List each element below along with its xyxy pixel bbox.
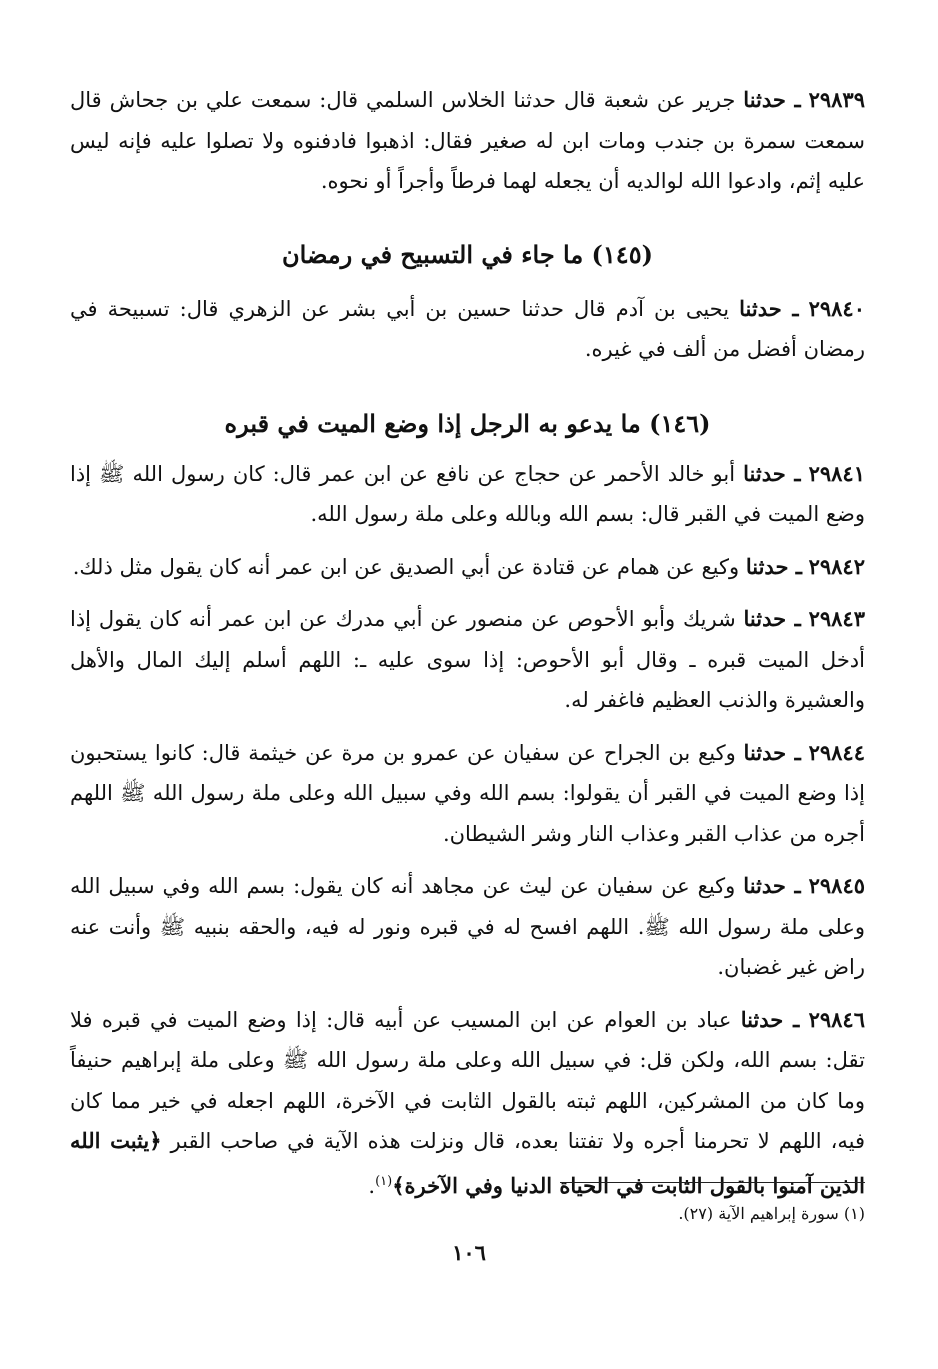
footnote: (١) سورة إبراهيم الآية (٢٧). [678,1204,865,1223]
hadith-lead: حدثنا [743,87,786,112]
hadith-lead: حدثنا [743,460,786,486]
chapter-heading-146: (١٤٦) ما يدعو به الرجل إذا وضع الميت في قبره [224,408,711,438]
hadith-29844: ٢٩٨٤٤ ـ حدثنا وكيع بن الجراح عن سفيان عن عمرو بن مرة عن خيثمة قال: كانوا يستحبون إذا وضع الميت في القبر أن يقولوا: بسم الله وفي سبيل الله وعلى ملة رسول الله ﷺ اللهم أجره من عذاب القبر وعذاب النار وشر الشيطان. [70,739,865,846]
page-number: ١٠٦ [452,1240,486,1265]
hadith-lead: حدثنا [740,1006,784,1032]
hadith-number: ٢٩٨٤١ [808,460,865,486]
hadith-text: وكيع عن همام عن قتادة عن أبي الصديق عن ابن عمر أنه كان يقول مثل ذلك. [72,554,740,579]
hadith-text: عباد بن العوام عن ابن المسيب عن أبيه قال: إذا وضع الميت في قبره فلا تقل: بسم الله، ولكن قل: في سبيل الله وعلى ملة رسول الله ﷺ وعلى ملة إبراهيم حنيفاً وما كان من المشركين، اللهم ثبته بالقول الثابت في الآخرة، اللهم اجعله في خير مما كان فيه، اللهم لا تحرمنا أجره ولا تفتنا بعده، قال ونزلت هذه الآية في صاحب القبر [70,1007,865,1153]
hadith-number: ٢٩٨٤٦ [808,1006,865,1032]
hadith-number: ٢٩٨٣٩ [808,87,865,112]
page-body [70,80,865,1206]
hadith-text: وكيع عن سفيان عن ليث عن مجاهد أنه كان يقول: بسم الله وفي سبيل الله وعلى ملة رسول الله ﷺ. اللهم افسح له في قبره ونور له فيه، والحقه بنبيه ﷺ وأنت عنه راض غير غضبان. [70,874,865,979]
hadith-29843: ٢٩٨٤٣ ـ حدثنا شريك وأبو الأحوص عن منصور عن أبي مدرك عن ابن عمر أنه كان يقول إذا أدخل الميت قبره ـ وقال أبو الأحوص: إذا سوى عليه ـ: اللهم أسلم إليك المال والأهل والعشيرة والذنب العظيم فاغفر له. [70,606,865,712]
hadith-lead: حدثنا [745,553,789,579]
hadith-lead: حدثنا [743,873,786,898]
hadith-lead: حدثنا [743,739,787,765]
quran-verse: ﴿يثبت الله الذين آمنوا بالقول الثابت في الحياة الدنيا وفي الآخرة﴾ [70,1128,865,1198]
hadith-29840: ٢٩٨٤٠ ـ حدثنا يحيى بن آدم قال حدثنا حسين بن أبي بشر عن الزهري قال: تسبيحة في رمضان أفضل من ألف في غيره. [70,295,865,361]
hadith-number: ٢٩٨٤٤ [808,739,865,765]
hadith-tail: . [368,1173,376,1198]
chapter-heading-145: (١٤٥) ما جاء في التسبيح في رمضان [282,239,653,269]
hadith-29842: ٢٩٨٤٢ ـ حدثنا وكيع عن همام عن قتادة عن أبي الصديق عن ابن عمر أنه كان يقول مثل ذلك. [72,553,865,579]
hadith-text: جرير عن شعبة قال حدثنا الخلاس السلمي قال: سمعت علي بن جحاش قال سمعت سمرة بن جندب ومات ابن له صغير فقال: اذهبوا فادفنوه ولا تصلوا عليه فإنه ليس عليه إثم، وادعوا الله لوالديه أن يجعله لهما فرطاً وأجراً أو نحوه. [70,88,865,193]
hadith-29841: ٢٩٨٤١ ـ حدثنا أبو خالد الأحمر عن حجاج عن نافع عن ابن عمر قال: كان رسول الله ﷺ إذا وضع الميت في القبر قال: بسم الله وبالله وعلى ملة رسول الله. [70,460,865,526]
hadith-lead: حدثنا [739,295,782,321]
hadith-text: وكيع بن الجراح عن سفيان عن عمرو بن مرة عن خيثمة قال: كانوا يستحبون إذا وضع الميت في القبر أن يقولوا: بسم الله وفي سبيل الله وعلى ملة رسول الله ﷺ اللهم أجره من عذاب القبر وعذاب النار وشر الشيطان. [70,740,865,846]
hadith-number: ٢٩٨٤٢ [808,553,865,579]
hadith-29846: ٢٩٨٤٦ ـ حدثنا عباد بن العوام عن ابن المسيب عن أبيه قال: إذا وضع الميت في قبره فلا تقل: بسم الله، ولكن قل: في سبيل الله وعلى ملة رسول الله ﷺ وعلى ملة إبراهيم حنيفاً وما كان من المشركين، اللهم ثبته بالقول الثابت في الآخرة، اللهم اجعله في خير مما كان فيه، اللهم لا تحرمنا أجره ولا تفتنا بعده، قال ونزلت هذه الآية في صاحب القبر ﴿يثبت الله الذين آمنوا بالقول الثابت في الحياة الدنيا وفي الآخرة﴾$^{(١)}$. [70,1006,865,1198]
hadith-text: يحيى بن آدم قال حدثنا حسين بن أبي بشر عن الزهري قال: تسبيحة في رمضان أفضل من ألف في غيره. [70,296,865,361]
hadith-lead: حدثنا [743,606,787,631]
hadith-29839: ٢٩٨٣٩ ـ حدثنا جرير عن شعبة قال حدثنا الخلاس السلمي قال: سمعت علي بن جحاش قال سمعت سمرة بن جندب ومات ابن له صغير فقال: اذهبوا فادفنوه ولا تصلوا عليه فإنه ليس عليه إثم، وادعوا الله لوالديه أن يجعله لهما فرطاً وأجراً أو نحوه. [70,87,865,193]
hadith-text: أبو خالد الأحمر عن حجاج عن نافع عن ابن عمر قال: كان رسول الله ﷺ إذا وضع الميت في القبر قال: بسم الله وبالله وعلى ملة رسول الله. [70,461,865,526]
footnote-marker[interactable]: (١) [375,1173,393,1189]
footnote-divider [560,1182,865,1183]
hadith-text: شريك وأبو الأحوص عن منصور عن أبي مدرك عن ابن عمر أنه كان يقول إذا أدخل الميت قبره ـ وقال أبو الأحوص: إذا سوى عليه ـ: اللهم أسلم إليك المال والأهل والعشيرة والذنب العظيم فاغفر له. [70,607,865,712]
hadith-number: ٢٩٨٤٣ [808,606,865,631]
hadith-number: ٢٩٨٤٠ [808,295,865,321]
hadith-29845: ٢٩٨٤٥ ـ حدثنا وكيع عن سفيان عن ليث عن مجاهد أنه كان يقول: بسم الله وفي سبيل الله وعلى ملة رسول الله ﷺ. اللهم افسح له في قبره ونور له فيه، والحقه بنبيه ﷺ وأنت عنه راض غير غضبان. [70,873,866,979]
hadith-number: ٢٩٨٤٥ [808,873,866,898]
